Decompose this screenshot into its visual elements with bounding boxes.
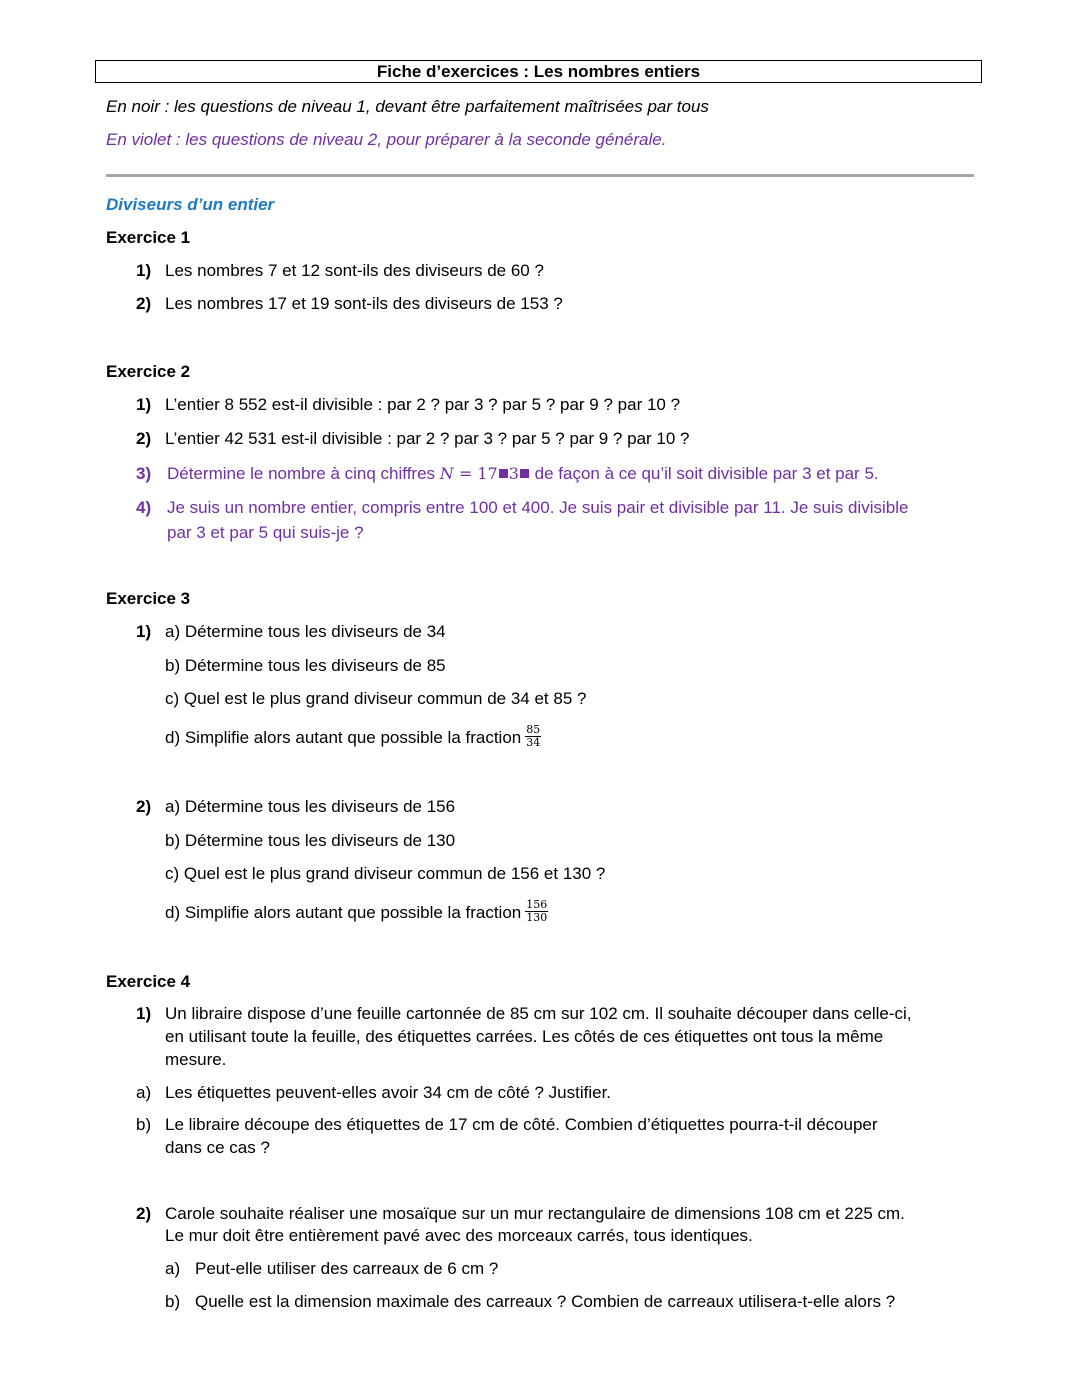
question-number: 3) bbox=[136, 464, 152, 483]
question-part: b) Détermine tous les diviseurs de 130 bbox=[165, 831, 456, 850]
question-part: a) Détermine tous les diviseurs de 156 bbox=[165, 797, 456, 816]
question-part: b) Détermine tous les diviseurs de 85 bbox=[165, 656, 446, 675]
fraction: $\frac{156}{130}$ bbox=[526, 898, 548, 924]
question-text: Les nombres 17 et 19 sont-ils des diviseurs de 153 ? bbox=[165, 294, 563, 313]
unknown-digit-square-icon bbox=[520, 469, 529, 478]
question-number: 2) bbox=[136, 797, 152, 816]
question-number: 1) bbox=[136, 261, 152, 280]
sub-question-label: a) bbox=[165, 1259, 181, 1278]
question-number: 2) bbox=[136, 1204, 152, 1223]
exercise-1-title: Exercice 1 bbox=[106, 228, 191, 247]
worksheet-title: Fiche d’exercices : Les nombres entiers bbox=[95, 60, 982, 83]
sub-question-label: b) bbox=[136, 1115, 152, 1134]
question-text-level-2 bbox=[167, 464, 879, 484]
question-number: 1) bbox=[136, 622, 152, 641]
unknown-digit-square-icon bbox=[499, 469, 508, 478]
question-text: en utilisant toute la feuille, des étiquettes carrées. Les côtés de ces étiquettes ont tous la même bbox=[165, 1027, 884, 1046]
question-text-level-2: par 3 et par 5 qui suis-je ? bbox=[167, 523, 364, 542]
sub-question-text: dans ce cas ? bbox=[165, 1138, 270, 1157]
sub-question-text: Le libraire découpe des étiquettes de 17 cm de côté. Combien d’étiquettes pourra-t-il découper bbox=[165, 1115, 878, 1134]
question-number: 1) bbox=[136, 1004, 152, 1023]
sub-question-text: Les étiquettes peuvent-elles avoir 34 cm de côté ? Justifier. bbox=[165, 1083, 612, 1102]
exercise-3-title: Exercice 3 bbox=[106, 589, 191, 608]
question-text: Le mur doit être entièrement pavé avec des morceaux carrés, tous identiques. bbox=[165, 1226, 753, 1245]
question-text: Carole souhaite réaliser une mosaïque sur un mur rectangulaire de dimensions 108 cm et 225 cm. bbox=[165, 1204, 905, 1223]
sub-question-label: a) bbox=[136, 1083, 152, 1102]
exercise-2-title: Exercice 2 bbox=[106, 362, 191, 381]
question-text-before: Détermine le nombre à cinq chiffres bbox=[167, 464, 436, 483]
question-text: Un libraire dispose d’une feuille cartonnée de 85 cm sur 102 cm. Il souhaite découper dans celle-ci, bbox=[165, 1004, 912, 1023]
sub-question-text: Quelle est la dimension maximale des carreaux ? Combien de carreaux utilisera-t-elle alors ? bbox=[195, 1292, 896, 1311]
question-part: d) Simplifie alors autant que possible la fraction $\frac{85}{34}$ bbox=[165, 723, 541, 749]
legend-level-1: En noir : les questions de niveau 1, devant être parfaitement maîtrisées par tous bbox=[106, 97, 709, 116]
question-part: d) Simplifie alors autant que possible la fraction $\frac{156}{130}$ bbox=[165, 898, 548, 924]
question-text-level-2: Je suis un nombre entier, compris entre 100 et 400. Je suis pair et divisible par 11. Je suis divisible bbox=[167, 498, 909, 517]
question-number: 4) bbox=[136, 498, 152, 517]
question-text: L’entier 42 531 est-il divisible : par 2 ? par 3 ? par 5 ? par 9 ? par 10 ? bbox=[165, 429, 690, 448]
legend-level-2: En violet : les questions de niveau 2, pour préparer à la seconde générale. bbox=[106, 130, 667, 149]
exercise-4-title: Exercice 4 bbox=[106, 972, 191, 991]
question-text: mesure. bbox=[165, 1050, 227, 1069]
math-expression: N = 17 3 bbox=[440, 464, 530, 483]
question-part: c) Quel est le plus grand diviseur commun de 156 et 130 ? bbox=[165, 864, 606, 883]
question-text: Les nombres 7 et 12 sont-ils des diviseurs de 60 ? bbox=[165, 261, 544, 280]
section-title: Diviseurs d’un entier bbox=[106, 195, 275, 214]
separator-line bbox=[106, 174, 974, 177]
question-part: c) Quel est le plus grand diviseur commun de 34 et 85 ? bbox=[165, 689, 587, 708]
sub-question-text: Peut-elle utiliser des carreaux de 6 cm ? bbox=[195, 1259, 499, 1278]
question-part: a) Détermine tous les diviseurs de 34 bbox=[165, 622, 446, 641]
question-number: 2) bbox=[136, 429, 152, 448]
question-number: 1) bbox=[136, 395, 152, 414]
question-text-after: de façon à ce qu’il soit divisible par 3 et par 5. bbox=[534, 464, 879, 483]
question-text: L’entier 8 552 est-il divisible : par 2 ? par 3 ? par 5 ? par 9 ? par 10 ? bbox=[165, 395, 681, 414]
fraction: $\frac{85}{34}$ bbox=[526, 723, 541, 749]
sub-question-label: b) bbox=[165, 1292, 181, 1311]
question-number: 2) bbox=[136, 294, 152, 313]
